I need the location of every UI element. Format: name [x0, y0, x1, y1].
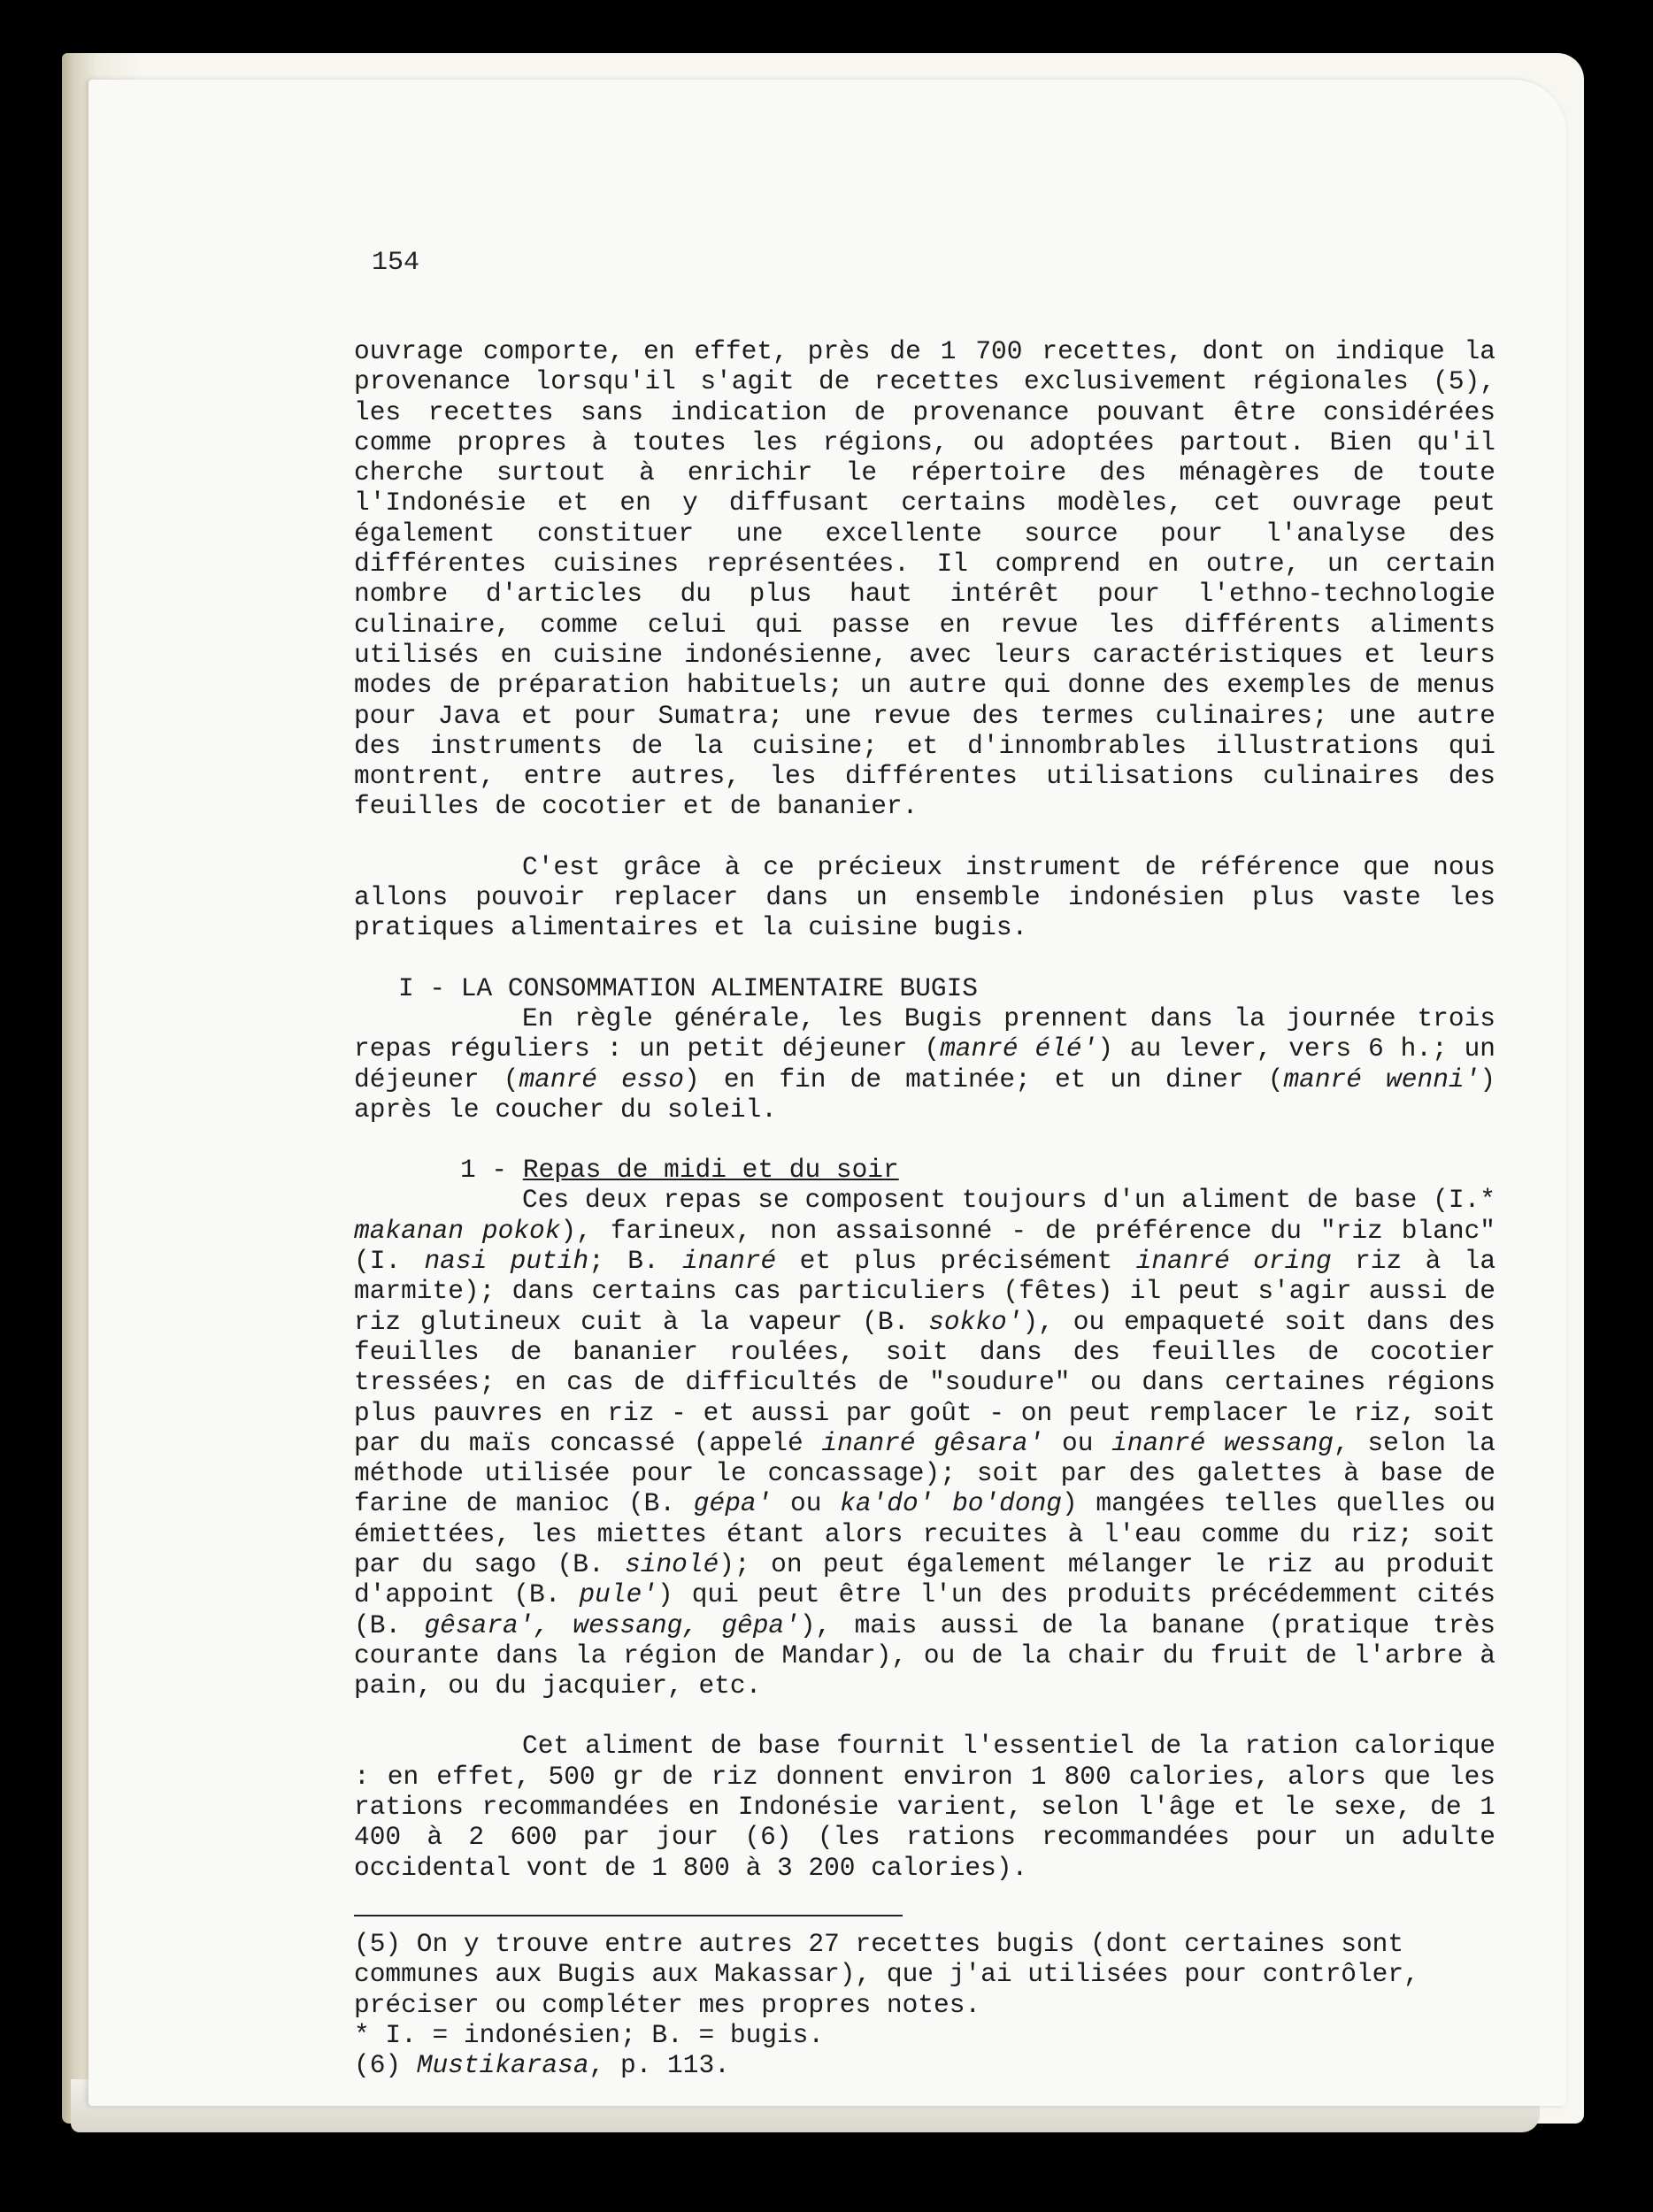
subsection-heading: 1 - Repas de midi et du soir — [460, 1155, 899, 1186]
page-number: 154 — [372, 248, 420, 278]
paragraph-2: C'est grâce à ce précieux instrument de référence que nous allons pouvoir replacer dans un ensemble indonésien plus vaste les pratiques alimentaires et la cuisine bugis. — [354, 851, 1495, 943]
paragraph-4: Ces deux repas se composent toujours d'un aliment de base (I.* makanan pokok), farineux, non assaisonné - de préférence du "riz blanc" (I. nasi putih; B. inanré et plus précisément inanré oring riz à la marmite); dans certains cas particuliers (fêtes) il peut s'agir aussi de riz glutineux cuit à la vapeur (B. sokko'), ou empaqueté soit dans des feuilles de bananier roulées, soit dans des feuilles de cocotier tressées; en cas de difficultés de "soudure" ou dans certaines régions plus pauvres en riz - et aussi par goût - on peut remplacer le riz, soit par du maïs concassé (appelé inanré gêsara' ou inanré wessang, selon la méthode utilisée pour le concassage); soit par des galettes à base de farine de manioc (B. gépa' ou ka'do' bo'dong) mangées telles quelles ou émiettées, les miettes étant alors recuites à l'eau comme du riz; soit par du sago (B. sinolé); on peut également mélanger le riz au produit d'appoint (B. pule') qui peut être l'un des produits précédemment cités (B. gêsara', wessang, gêpa'), mais aussi de la banane (pratique très courante dans la région de Mandar), ou de la chair du fruit de l'arbre à pain, ou du jacquier, etc. — [354, 1185, 1496, 1701]
page-content — [354, 336, 1495, 2080]
paragraph-1: ouvrage comporte, en effet, près de 1 700 recettes, dont on indique la provenance lorsqu'il s'agit de recettes exclusivement régionales (5), les recettes sans indication de provenance pouvant être considérées comme propres à toutes les régions, ou adoptées partout. Bien qu'il cherche surtout à enrichir le répertoire des ménagères de toute l'Indonésie et en y diffusant certains modèles, cet ouvrage peut également constituer une excellente source pour l'analyse des différentes cuisines représentées. Il comprend en outre, un certain nombre d'articles du plus haut intérêt pour l'ethno-technologie culinaire, comme celui qui passe en revue les différents aliments utilisés en cuisine indonésienne, avec leurs caractéristiques et leurs modes de préparation habituels; un autre qui donne des exemples de menus pour Java et pour Sumatra; une revue des termes culinaires; une autre des instruments de la cuisine; et d'innombrables illustrations qui montrent, entre autres, les différentes utilisations culinaires des feuilles de cocotier et de bananier. — [354, 336, 1495, 822]
paragraph-5: Cet aliment de base fournit l'essentiel de la ration calorique : en effet, 500 gr de riz donnent environ 1 800 calories, alors que les rations recommandées en Indonésie varient, selon l'âge et le sexe, de 1 400 à 2 600 par jour (6) (les rations recommandées pour un adulte occidental vont de 1 800 à 3 200 calories). — [354, 1731, 1495, 1883]
footnote-6: (6) Mustikarasa, p. 113. — [354, 2050, 730, 2081]
footnote-rule — [354, 1915, 903, 1916]
section-title: I - LA CONSOMMATION ALIMENTAIRE BUGIS — [398, 972, 979, 1003]
footnote-star: * I. = indonésien; B. = bugis. — [354, 2019, 825, 2050]
paragraph-3: En règle générale, les Bugis prennent dans la journée trois repas réguliers : un petit déjeuner (manré élé') au lever, vers 6 h.; un déjeuner (manré esso) en fin de matinée; et un diner (manré wenni') après le coucher du soleil. — [354, 1002, 1496, 1125]
footnote-5: (5) On y trouve entre autres 27 recettes bugis (dont certaines sont communes aux Bugis aux Makassar), que j'ai utilisées pour contrôler, préciser ou compléter mes propres notes. — [354, 1928, 1419, 2020]
